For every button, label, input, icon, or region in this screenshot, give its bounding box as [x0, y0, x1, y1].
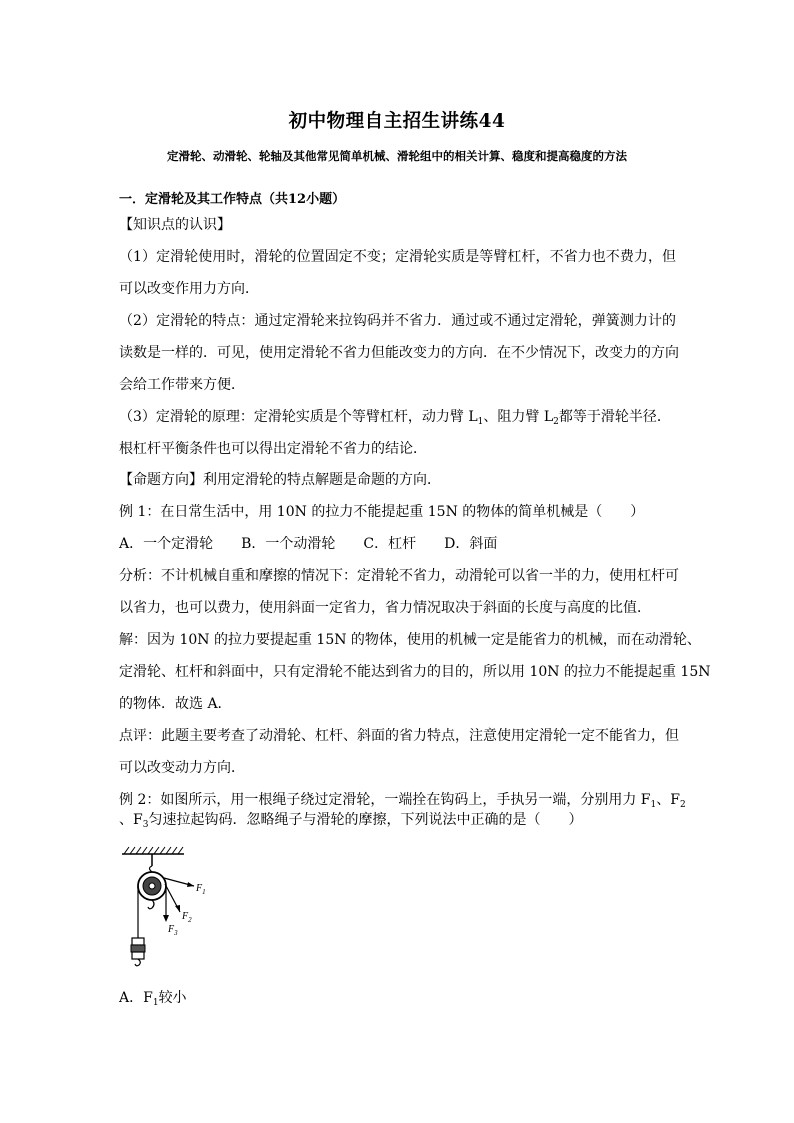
proposition-heading: 【命题方向】利用定滑轮的特点解题是命题的方向． [119, 472, 441, 488]
text-run: 、F [119, 812, 143, 828]
subscript: 1 [152, 998, 159, 1008]
section-heading: 一．定滑轮及其工作特点（共12小题） [119, 192, 346, 207]
subscript: 1 [650, 800, 657, 810]
subscript: 1 [477, 417, 484, 427]
subscript: 2 [679, 800, 686, 810]
text-run: A．F [119, 990, 153, 1006]
subscript: 2 [553, 417, 559, 427]
paragraph-line: 读数是一样的．可见，使用定滑轮不省力但能改变力的方向．在不少情况下，改变力的方向 [119, 345, 679, 361]
paragraph-line: 根杠杆平衡条件也可以得出定滑轮不省力的结论． [119, 441, 427, 457]
example-question [119, 810, 582, 830]
pulley-figure [118, 842, 228, 972]
paragraph-line: 可以改变作用力方向． [119, 281, 259, 297]
paragraph-line: （1）定滑轮使用时，滑轮的位置固定不变；定滑轮实质是等臂杠杆，不省力也不费力，但 [119, 249, 676, 265]
text-run: （3）定滑轮的原理：定滑轮实质是个等臂杠杆，动力臂 L [119, 409, 478, 425]
analysis-line: 以省力，也可以费力，使用斜面一定省力，省力情况取决于斜面的长度与高度的比值． [119, 600, 651, 616]
text-run: 例 2：如图所示，用一根绳子绕过定滑轮，一端拴在钩码上，手执另一端，分别用力 F [119, 792, 651, 808]
text-run: 、阻力臂 L [483, 409, 554, 425]
page-subtitle: 定滑轮、动滑轮、轮轴及其他常见简单机械、滑轮组中的相关计算、稳度和提高稳度的方法 [167, 149, 627, 163]
example-question [119, 790, 686, 810]
solution-line: 定滑轮、杠杆和斜面中，只有定滑轮不能达到省力的目的，所以用 10N 的拉力不能提起重 15N [119, 664, 711, 680]
text-run: 匀速拉起钩码．忽略绳子与滑轮的摩擦，下列说法中正确的是（ ） [148, 812, 583, 828]
ceiling-hatch [122, 847, 184, 854]
solution-line: 的物体．故选 A． [119, 696, 232, 712]
paragraph-line [119, 407, 671, 427]
label-f3: $F_3$ [168, 924, 178, 937]
comment-line: 可以改变动力方向． [119, 760, 245, 776]
example-options: A．一个定滑轮 B．一个动滑轮 C．杠杆 D．斜面 [119, 536, 498, 552]
comment-line: 点评：此题主要考查了动滑轮、杠杆、斜面的省力特点，注意使用定滑轮一定不能省力，但 [119, 728, 679, 744]
analysis-line: 分析：不计机械自重和摩擦的情况下：定滑轮不省力，动滑轮可以省一半的力，使用杠杆可 [119, 568, 679, 584]
paragraph-line: 会给工作带来方便． [119, 377, 245, 393]
example-question: 例 1：在日常生活中，用 10N 的拉力不能提起重 15N 的物体的简单机械是（ ） [119, 504, 645, 520]
solution-line: 解：因为 10N 的拉力要提起重 15N 的物体，使用的机械一定是能省力的机械，而在动滑轮、 [119, 632, 701, 648]
label-f2: $F_2$ [182, 911, 192, 924]
answer-option [119, 988, 187, 1008]
pulley-axle [149, 883, 155, 889]
text-run: 都等于滑轮半径． [558, 409, 671, 425]
label-f1: $F_1$ [196, 883, 206, 896]
page-title: 初中物理自主招生讲练44 [288, 111, 506, 132]
text-run: 较小 [158, 990, 187, 1006]
paragraph-line: （2）定滑轮的特点：通过定滑轮来拉钩码并不省力．通过或不通过定滑轮，弹簧测力计的 [119, 313, 676, 329]
subscript: 3 [142, 820, 149, 830]
hook-weight [131, 938, 145, 966]
text-run: 、F [656, 792, 680, 808]
knowledge-heading: 【知识点的认识】 [119, 217, 231, 233]
